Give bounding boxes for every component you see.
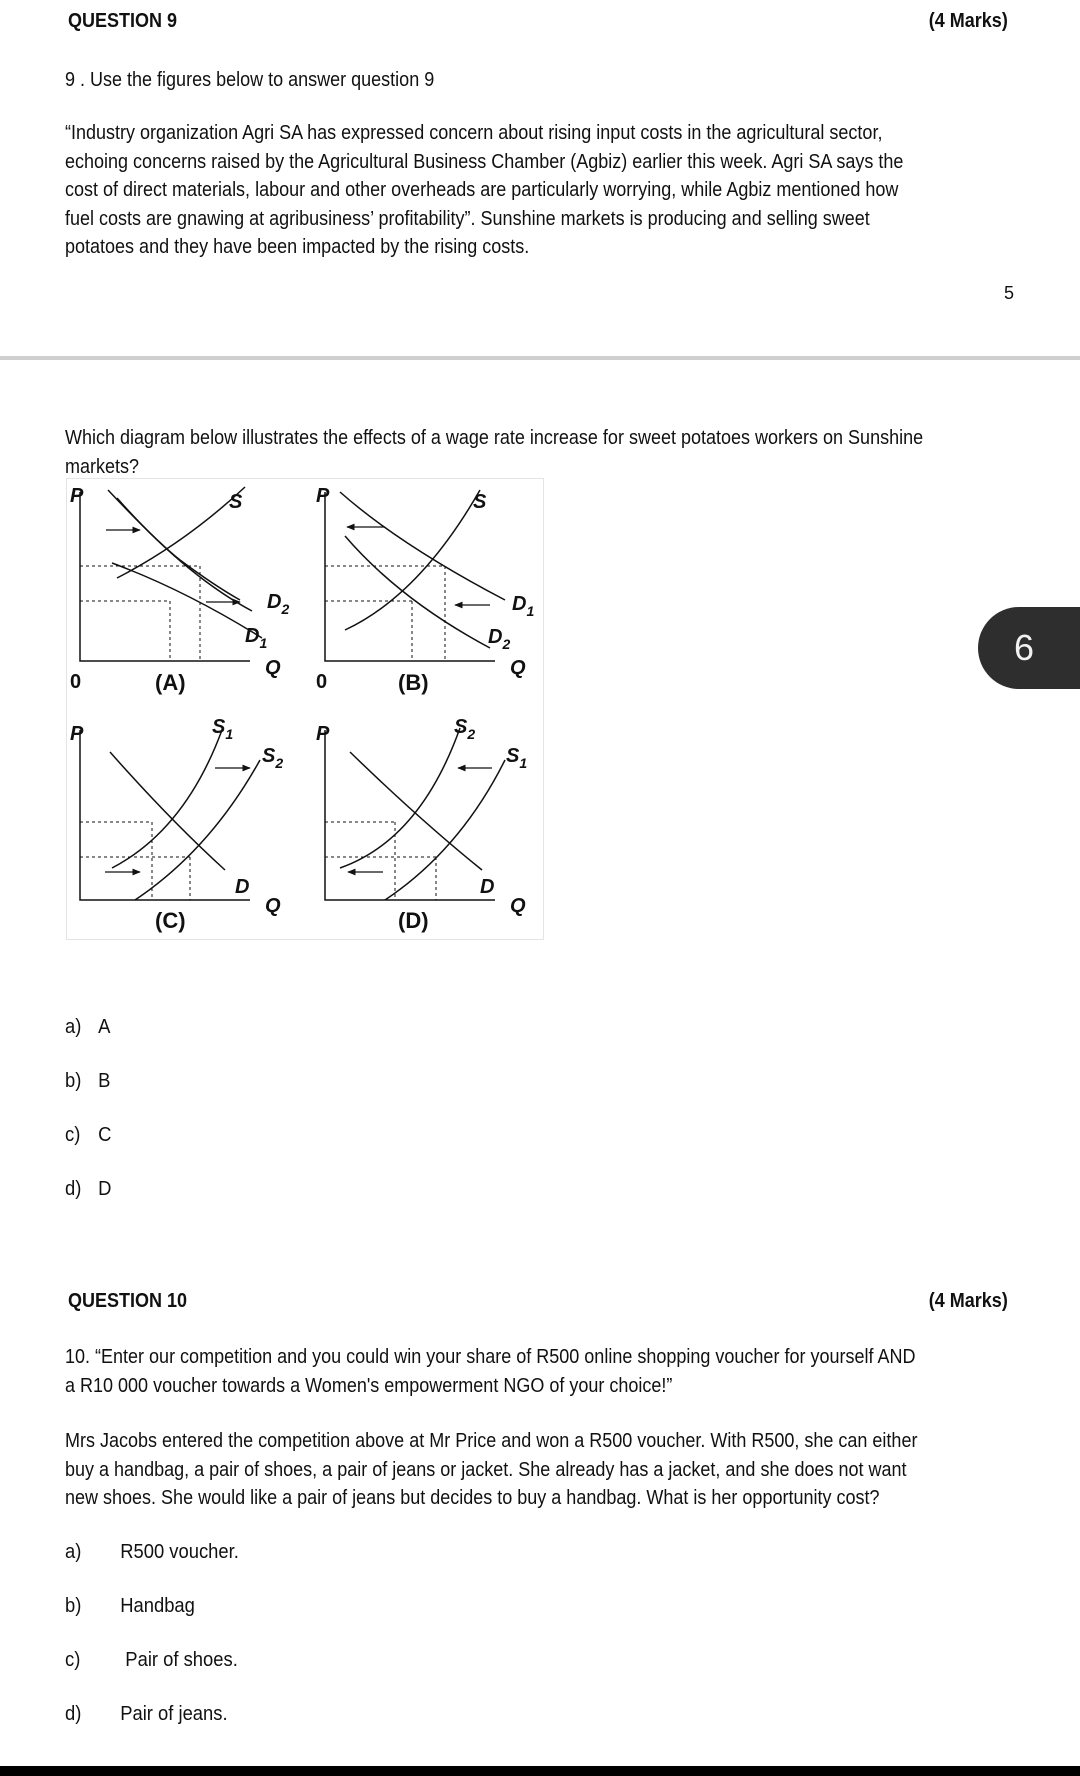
- diagram-a-demand-d2: [108, 490, 240, 600]
- diagram-a-d2-label: $D_2$: [267, 591, 290, 617]
- question-10-title: QUESTION 10: [68, 1290, 188, 1312]
- q9-option-a[interactable]: [65, 1016, 110, 1039]
- question-9-title: QUESTION 9: [68, 10, 178, 32]
- diagram-d-supply-s2: [340, 728, 460, 868]
- q10-option-d-letter: d): [65, 1703, 82, 1725]
- question-9-marks: (4 Marks): [928, 10, 1008, 32]
- q9-option-a-text: A: [98, 1016, 111, 1038]
- page-badge: 6: [978, 607, 1080, 689]
- question-10-body: Mrs Jacobs entered the competition above at Mr Price and won a R500 voucher. With R500, she can either buy a handbag, a pair of shoes, a pair of jeans or jacket. She already has a jacket, and she does not want new shoes. She would like a pair of jeans but decides to buy a handbag. What is her opportunity cost?: [65, 1430, 918, 1509]
- diagram-a-q-label: Q: [265, 657, 281, 679]
- question-10-quote: 10. “Enter our competition and you could win your share of R500 online shopping voucher for yourself AND a R10 000 voucher towards a Women's empowerment NGO of your choice!”: [65, 1346, 916, 1397]
- q9-option-c-letter: c): [65, 1124, 81, 1146]
- diagram-c-p-label: P: [70, 723, 84, 745]
- diagram-b-d2-label: $D_2$: [488, 626, 511, 652]
- q10-option-a[interactable]: [65, 1541, 239, 1564]
- diagram-c-q-label: Q: [265, 895, 281, 917]
- question-9-quote: “Industry organization Agri SA has expressed concern about rising input costs in the agricultural sector, echoing concerns raised by the Agricultural Business Chamber (Agbiz) earlier this week. Agri SA says the cost of direct materials, labour and other overheads are particularly worrying, while Agbiz mentioned how fuel costs are gnawing at agribusiness’ profitability”. Sunshine markets is producing and selling sweet potatoes and they have been impacted by the rising costs.: [65, 122, 904, 258]
- diagram-b: [316, 485, 534, 695]
- q10-option-d[interactable]: [65, 1703, 228, 1726]
- q10-option-b[interactable]: [65, 1595, 195, 1618]
- diagram-c: [70, 716, 283, 933]
- diagram-d-s2-label: $S_2$: [454, 716, 476, 742]
- diagram-d-axes: [325, 730, 495, 900]
- diagram-d-panel-label: (D): [398, 908, 429, 933]
- q10-option-c[interactable]: [65, 1649, 238, 1672]
- diagram-b-q-label: Q: [510, 657, 526, 679]
- bottom-bar: [0, 1766, 1080, 1776]
- diagram-c-s1-label: $S_1$: [212, 716, 234, 742]
- q10-option-a-text: R500 voucher.: [120, 1541, 239, 1563]
- diagram-c-supply-s1: [112, 730, 222, 868]
- diagram-b-d1-label: $D_1$: [512, 593, 535, 619]
- diagram-b-panel-label: (B): [398, 670, 429, 695]
- q9-option-d-letter: d): [65, 1178, 82, 1200]
- diagram-a-s-label: S: [229, 491, 243, 513]
- q9-option-c[interactable]: [65, 1124, 111, 1147]
- q10-option-c-letter: c): [65, 1649, 81, 1671]
- diagram-b-axes: [325, 492, 495, 661]
- diagram-b-demand-d2: [345, 536, 490, 648]
- diagram-c-panel-label: (C): [155, 908, 186, 933]
- q10-option-c-text: Pair of shoes.: [120, 1649, 238, 1671]
- diagram-a-p-label: P: [70, 485, 84, 507]
- q9-option-c-text: C: [98, 1124, 112, 1146]
- q9-option-d[interactable]: [65, 1178, 111, 1201]
- q10-option-b-letter: b): [65, 1595, 82, 1617]
- diagram-b-p-label: P: [316, 485, 330, 507]
- diagram-a-origin: 0: [70, 671, 82, 693]
- question-9-text: Which diagram below illustrates the effects of a wage rate increase for sweet potatoes workers on Sunshine markets?: [65, 427, 924, 478]
- q10-option-d-text: Pair of jeans.: [120, 1703, 228, 1725]
- diagram-c-d-label: D: [235, 876, 250, 898]
- diagram-d-p-label: P: [316, 723, 330, 745]
- diagram-d-s1-label: $S_1$: [506, 745, 528, 771]
- diagram-a-d1-label: $D_1$: [245, 625, 268, 651]
- diagram-a-supply: [117, 487, 245, 578]
- q9-option-b[interactable]: [65, 1070, 110, 1093]
- diagram-d-q-label: Q: [510, 895, 526, 917]
- q9-option-b-text: B: [98, 1070, 111, 1092]
- q9-option-b-letter: b): [65, 1070, 82, 1092]
- diagram-a: [70, 485, 289, 695]
- diagram-d: [316, 716, 527, 933]
- diagram-a-panel-label: (A): [155, 670, 186, 695]
- diagram-d-d-label: D: [480, 876, 495, 898]
- diagram-b-s-label: S: [473, 491, 487, 513]
- q10-option-a-letter: a): [65, 1541, 82, 1563]
- diagram-a-axes: [80, 492, 250, 661]
- diagram-c-demand: [110, 752, 225, 870]
- page-number: 5: [1003, 283, 1014, 303]
- question-10-marks: (4 Marks): [928, 1290, 1008, 1312]
- q10-option-b-text: Handbag: [120, 1595, 195, 1617]
- q9-option-d-text: D: [98, 1178, 112, 1200]
- q9-option-a-letter: a): [65, 1016, 82, 1038]
- diagram-c-s2-label: $S_2$: [262, 745, 284, 771]
- diagram-b-origin: 0: [316, 671, 328, 693]
- question-9-intro: 9 . Use the figures below to answer question 9: [65, 69, 435, 91]
